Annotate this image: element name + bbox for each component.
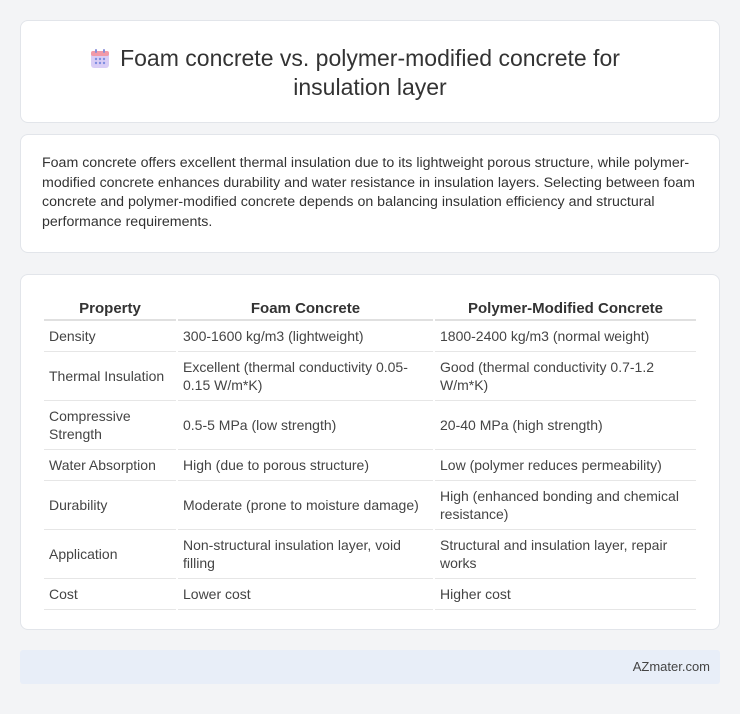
table-row — [44, 530, 696, 579]
table-cell: Moderate (prone to moisture damage) — [178, 481, 433, 530]
column-header-foam-concrete: Foam Concrete — [178, 295, 433, 321]
table-cell: Excellent (thermal conductivity 0.05-0.15 W/m*K) — [178, 352, 433, 401]
table-row — [44, 579, 696, 610]
table-cell: Low (polymer reduces permeability) — [435, 450, 696, 481]
table-cell: 1800-2400 kg/m3 (normal weight) — [435, 321, 696, 352]
page-title: Foam concrete vs. polymer-modified concrete for insulation layer — [120, 45, 620, 100]
table-cell: High (due to porous structure) — [178, 450, 433, 481]
comparison-table — [42, 295, 698, 610]
column-header-polymer-modified-concrete: Polymer-Modified Concrete — [435, 295, 696, 321]
table-cell: 20-40 MPa (high strength) — [435, 401, 696, 450]
footer-bar — [20, 650, 720, 684]
footer-brand-link[interactable]: AZmater.com — [632, 659, 710, 674]
table-cell: Water Absorption — [44, 450, 176, 481]
table-cell: Application — [44, 530, 176, 579]
table-row — [44, 481, 696, 530]
description-card — [20, 134, 720, 253]
table-cell: Density — [44, 321, 176, 352]
comparison-card — [20, 274, 720, 630]
table-cell: Compressive Strength — [44, 401, 176, 450]
description-text: Foam concrete offers excellent thermal insulation due to its lightweight porous structure, while polymer-modified concrete enhances durability and water resistance in insulation layers. Selecting between foam concrete and polymer-modified concrete depends on balancing insulation efficiency and structural performance requirements. — [42, 155, 695, 230]
table-row — [44, 352, 696, 401]
table-row — [44, 401, 696, 450]
table-cell: Good (thermal conductivity 0.7-1.2 W/m*K) — [435, 352, 696, 401]
table-row — [44, 321, 696, 352]
title-card — [20, 20, 720, 123]
table-cell: Structural and insulation layer, repair works — [435, 530, 696, 579]
column-header-property: Property — [44, 295, 176, 321]
table-header-row — [44, 295, 696, 321]
table-cell: Durability — [44, 481, 176, 530]
table-cell: High (enhanced bonding and chemical resistance) — [435, 481, 696, 530]
table-cell: 0.5-5 MPa (low strength) — [178, 401, 433, 450]
table-cell: Cost — [44, 579, 176, 610]
table-cell: Non-structural insulation layer, void filling — [178, 530, 433, 579]
table-cell: Thermal Insulation — [44, 352, 176, 401]
table-cell: 300-1600 kg/m3 (lightweight) — [178, 321, 433, 352]
table-cell: Lower cost — [178, 579, 433, 610]
table-cell: Higher cost — [435, 579, 696, 610]
table-row — [44, 450, 696, 481]
